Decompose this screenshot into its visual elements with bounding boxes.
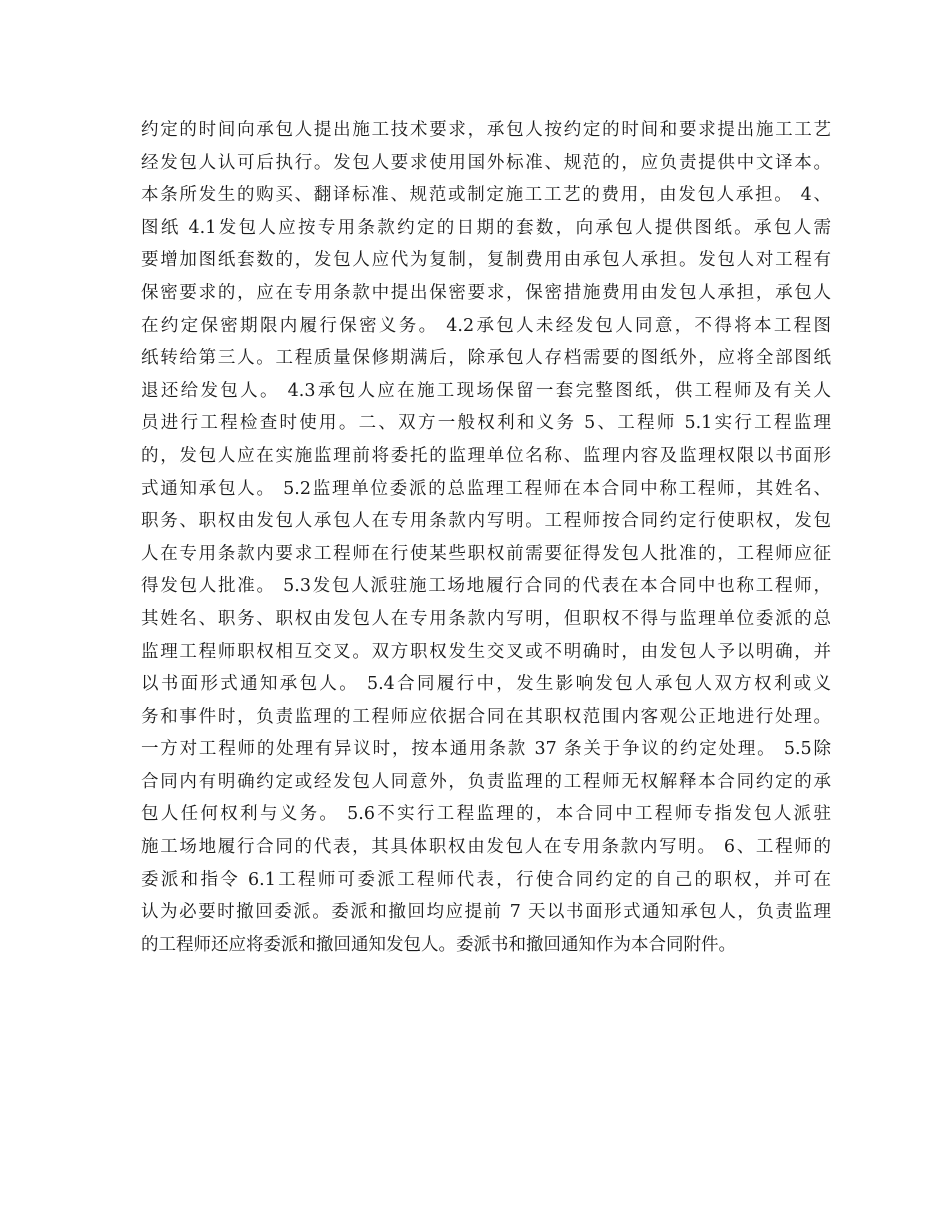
text-line: 本条所发生的购买、翻译标准、规范或制定施工工艺的费用，由发包人承担。 4、 — [141, 185, 831, 206]
text-line: 得发包人批准。 5.3发包人派驻施工场地履行合同的代表在本合同中也称工程师， — [141, 576, 831, 597]
text-line: 监理工程师职权相互交叉。双方职权发生交叉或不明确时，由发包人予以明确，并 — [141, 641, 831, 662]
text-line: 认为必要时撤回委派。委派和撤回均应提前 7 天以书面形式通知承包人，负责监理 — [141, 902, 831, 923]
text-line: 退还给发包人。 4.3承包人应在施工现场保留一套完整图纸，供工程师及有关人 — [141, 380, 831, 401]
text-line: 职务、职权由发包人承包人在专用条款内写明。工程师按合同约定行使职权，发包 — [141, 511, 831, 532]
text-line: 在约定保密期限内履行保密义务。 4.2承包人未经发包人同意，不得将本工程图 — [141, 315, 831, 336]
text-line: 合同内有明确约定或经发包人同意外，负责监理的工程师无权解释本合同约定的承 — [141, 771, 831, 792]
text-line: 务和事件时，负责监理的工程师应依据合同在其职权范围内客观公正地进行处理。 — [141, 706, 831, 727]
text-line: 人在专用条款内要求工程师在行使某些职权前需要征得发包人批准的，工程师应征 — [141, 543, 831, 564]
text-line: 包人任何权利与义务。 5.6不实行工程监理的，本合同中工程师专指发包人派驻 — [141, 804, 831, 825]
text-line: 的，发包人应在实施监理前将委托的监理单位名称、监理内容及监理权限以书面形 — [141, 445, 831, 466]
text-line: 图纸 4.1发包人应按专用条款约定的日期的套数，向承包人提供图纸。承包人需 — [141, 217, 831, 238]
body-text — [141, 114, 831, 961]
text-line: 要增加图纸套数的，发包人应代为复制，复制费用由承包人承担。发包人对工程有 — [141, 250, 831, 271]
text-line: 纸转给第三人。工程质量保修期满后，除承包人存档需要的图纸外，应将全部图纸 — [141, 348, 831, 369]
text-line: 员进行工程检查时使用。二、双方一般权利和义务 5、工程师 5.1实行工程监理 — [141, 413, 831, 434]
text-line: 经发包人认可后执行。发包人要求使用国外标准、规范的，应负责提供中文译本。 — [141, 152, 831, 173]
text-line: 式通知承包人。 5.2监理单位委派的总监理工程师在本合同中称工程师，其姓名、 — [141, 478, 831, 499]
text-line: 保密要求的，应在专用条款中提出保密要求，保密措施费用由发包人承担，承包人 — [141, 282, 831, 303]
text-line: 约定的时间向承包人提出施工技术要求，承包人按约定的时间和要求提出施工工艺 — [141, 120, 831, 140]
text-line: 委派和指令 6.1工程师可委派工程师代表，行使合同约定的自己的职权，并可在 — [141, 869, 831, 890]
text-line: 一方对工程师的处理有异议时，按本通用条款 37 条关于争议的约定处理。 5.5除 — [141, 739, 831, 760]
text-line: 施工场地履行合同的代表，其具体职权由发包人在专用条款内写明。 6、工程师的 — [141, 837, 831, 858]
text-line: 以书面形式通知承包人。 5.4合同履行中，发生影响发包人承包人双方权利或义 — [141, 674, 831, 695]
text-line: 其姓名、职务、职权由发包人在专用条款内写明，但职权不得与监理单位委派的总 — [141, 608, 831, 629]
text-line: 的工程师还应将委派和撤回通知发包人。委派书和撤回通知作为本合同附件。 — [141, 934, 736, 955]
